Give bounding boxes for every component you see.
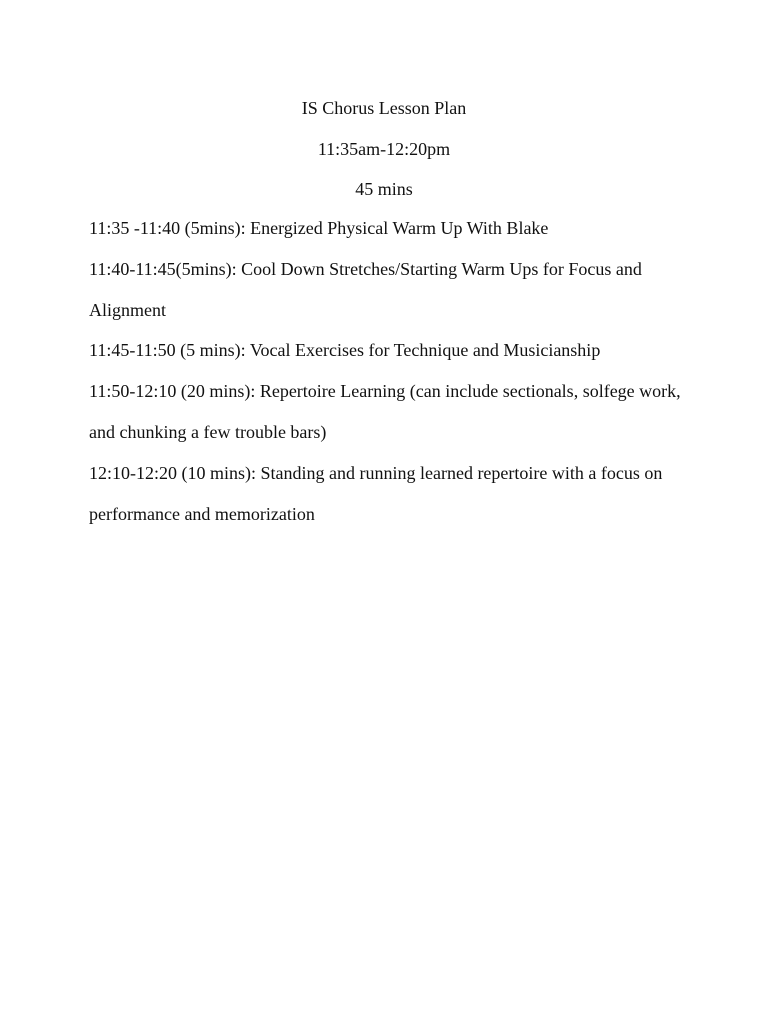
document-title: IS Chorus Lesson Plan	[301, 98, 467, 118]
schedule-item: 12:10-12:20 (10 mins): Standing and running learned repertoire with a focus on performance and memorization	[89, 462, 663, 524]
schedule-item: 11:50-12:10 (20 mins): Repertoire Learning (can include sectionals, solfege work, and chunking a few trouble bars)	[89, 381, 681, 442]
schedule-item: 11:45-11:50 (5 mins): Vocal Exercises for Technique and Musicianship	[89, 340, 601, 361]
class-duration: 45 mins	[355, 179, 413, 199]
schedule-item: 11:35 -11:40 (5mins): Energized Physical Warm Up With Blake	[89, 218, 549, 238]
class-time-range: 11:35am-12:20pm	[317, 139, 451, 159]
schedule-item: 11:40-11:45(5mins): Cool Down Stretches/Starting Warm Ups for Focus and Alignment	[89, 258, 642, 320]
schedule-list	[89, 208, 689, 534]
